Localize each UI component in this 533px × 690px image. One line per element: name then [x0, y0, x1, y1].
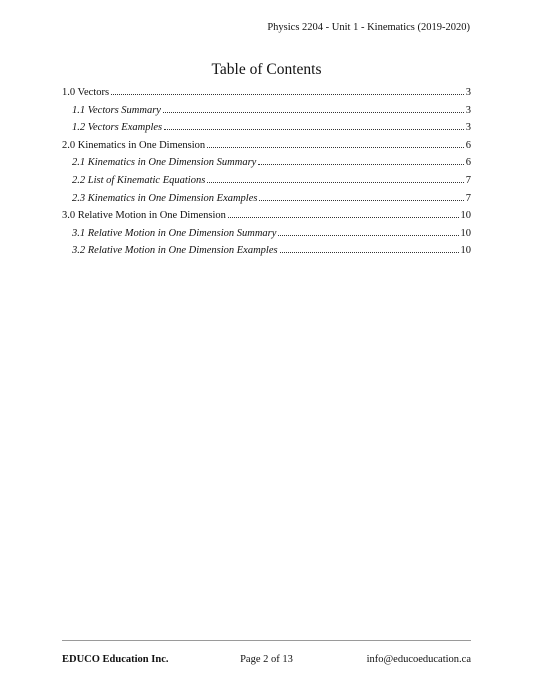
toc-entry-page: 6: [465, 139, 471, 151]
toc-entry-page: 10: [460, 245, 471, 257]
toc-entry-page: 10: [460, 210, 471, 222]
toc-entry-kinematics[interactable]: [62, 137, 471, 155]
toc-entry-label: 2.2 List of Kinematic Equations: [72, 174, 206, 186]
footer-divider: [62, 640, 471, 641]
toc-entry-page: 3: [465, 87, 471, 98]
toc-entry-kinematic-equations[interactable]: [62, 172, 471, 190]
footer-email[interactable]: info@educoeducation.ca: [366, 654, 471, 665]
dot-leader: [207, 146, 464, 148]
dot-leader: [164, 128, 464, 130]
table-of-contents: [62, 84, 471, 260]
dot-leader: [163, 111, 464, 113]
dot-leader: [111, 93, 464, 95]
toc-entry-label: 2.0 Kinematics in One Dimension: [62, 139, 206, 151]
toc-entry-label: 3.0 Relative Motion in One Dimension: [62, 210, 226, 222]
toc-entry-label: 3.2 Relative Motion in One Dimension Examples: [72, 245, 278, 257]
toc-entry-label: 1.1 Vectors Summary: [72, 104, 161, 116]
dot-leader: [259, 199, 463, 201]
toc-entry-page: 3: [465, 122, 471, 134]
toc-entry-label: 2.3 Kinematics in One Dimension Examples: [72, 192, 258, 204]
toc-entry-page: 3: [465, 104, 471, 116]
dot-leader: [278, 234, 458, 236]
toc-entry-page: 10: [460, 227, 471, 239]
toc-entry-label: 1.2 Vectors Examples: [72, 122, 163, 134]
running-header: Physics 2204 - Unit 1 - Kinematics (2019-2020): [267, 22, 470, 33]
dot-leader: [207, 181, 463, 183]
toc-entry-label: 1.0 Vectors: [62, 87, 110, 98]
toc-entry-relative-motion[interactable]: [62, 207, 471, 225]
footer-page-number: Page 2 of 13: [240, 654, 293, 665]
toc-entry-vectors-summary[interactable]: [62, 102, 471, 120]
toc-entry-page: 7: [465, 192, 471, 204]
dot-leader: [280, 251, 459, 253]
toc-entry-kinematics-summary[interactable]: [62, 154, 471, 172]
toc-entry-page: 7: [465, 174, 471, 186]
toc-entry-relative-motion-summary[interactable]: [62, 225, 471, 243]
toc-entry-vectors-examples[interactable]: [62, 119, 471, 137]
toc-title: Table of Contents: [211, 61, 322, 78]
page-footer: [62, 654, 471, 668]
toc-entry-kinematics-examples[interactable]: [62, 190, 471, 208]
dot-leader: [228, 216, 459, 218]
footer-company: EDUCO Education Inc.: [62, 654, 169, 665]
toc-entry-page: 6: [465, 157, 471, 169]
toc-entry-label: 3.1 Relative Motion in One Dimension Summary: [72, 227, 277, 239]
toc-entry-relative-motion-examples[interactable]: [62, 242, 471, 260]
dot-leader: [258, 163, 463, 165]
toc-entry-label: 2.1 Kinematics in One Dimension Summary: [72, 157, 257, 169]
toc-entry-vectors[interactable]: [62, 84, 471, 102]
